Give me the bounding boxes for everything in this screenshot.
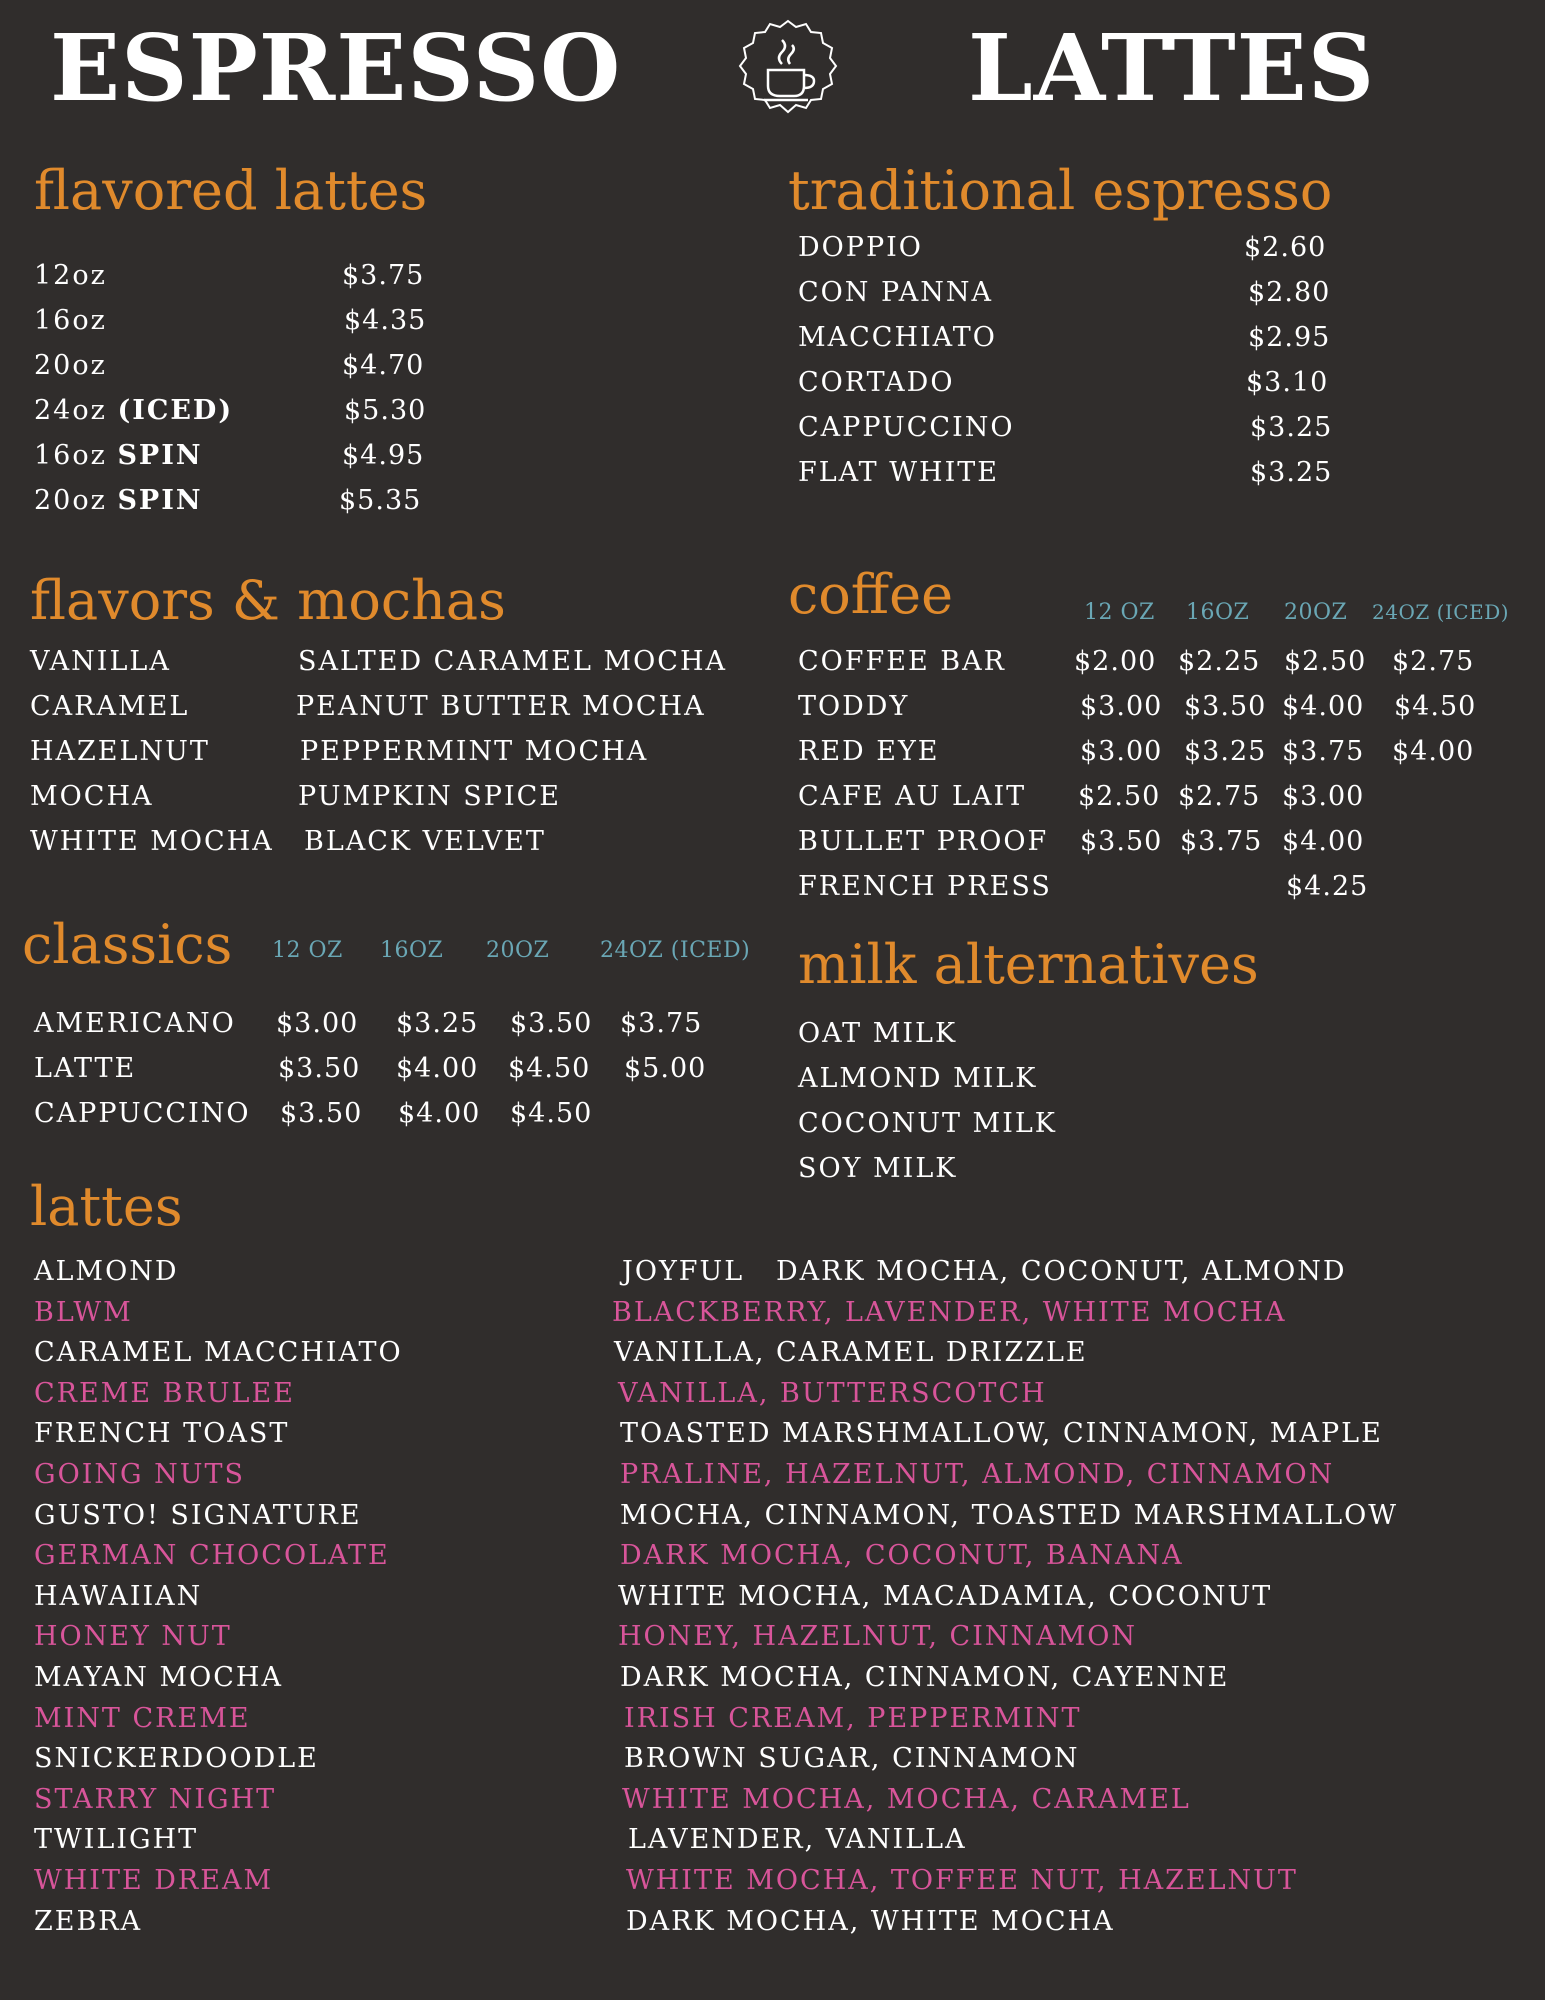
item-name: CAPPUCCINO (34, 1098, 251, 1129)
price-12oz: $3.00 (1080, 691, 1163, 722)
latte-description: DARK MOCHA, COCONUT, BANANA (620, 1540, 1184, 1572)
list-item (34, 352, 454, 386)
size-label (34, 442, 203, 469)
size-label (34, 352, 107, 379)
item-name: LATTE (34, 1053, 137, 1084)
column-header-20oz: 20OZ (486, 938, 550, 963)
table-row (798, 828, 1538, 862)
latte-name: ALMOND (34, 1256, 179, 1287)
section-title-flavored-lattes: flavored lattes (34, 159, 428, 222)
item-name: CAFE AU LAIT (798, 781, 1027, 812)
latte-description: WHITE MOCHA, TOFFEE NUT, HAZELNUT (626, 1865, 1298, 1896)
price-20oz: $4.00 (1282, 826, 1365, 857)
section-title-coffee: coffee (788, 563, 954, 626)
latte-name: GERMAN CHOCOLATE (34, 1540, 390, 1572)
price-16oz: $3.75 (1180, 826, 1263, 857)
column-header-12oz: 12 OZ (272, 938, 343, 963)
price-12oz: $3.00 (276, 1008, 359, 1039)
price: $5.30 (344, 395, 427, 426)
price-16oz: $2.25 (1178, 646, 1261, 677)
latte-name: CARAMEL MACCHIATO (34, 1337, 403, 1369)
price-16oz: $3.25 (396, 1008, 479, 1039)
list-item (798, 1155, 1198, 1189)
price-12oz: $2.50 (1078, 781, 1161, 812)
flavor-name: PUMPKIN SPICE (298, 781, 562, 812)
table-row (798, 648, 1538, 682)
price: $3.25 (1250, 412, 1333, 443)
latte-name: TWILIGHT (34, 1824, 199, 1856)
price-24oz: $3.75 (620, 1008, 703, 1039)
price-20oz: $4.50 (508, 1053, 591, 1084)
column-header-16oz: 16OZ (380, 938, 444, 963)
price-12oz: $2.00 (1074, 646, 1157, 677)
latte-description: WHITE MOCHA, MOCHA, CARAMEL (622, 1783, 1191, 1815)
size-text: 24oz (34, 395, 107, 426)
milk-name: COCONUT MILK (798, 1108, 1057, 1139)
list-item (34, 1420, 1514, 1454)
item-name: BULLET PROOF (798, 826, 1049, 857)
latte-description: BLACKBERRY, LAVENDER, WHITE MOCHA (612, 1296, 1287, 1328)
flavor-name: HAZELNUT (30, 736, 210, 767)
latte-description: VANILLA, CARAMEL DRIZZLE (614, 1337, 1088, 1369)
price-16oz: $3.50 (1184, 691, 1267, 722)
item-name: COFFEE BAR (798, 646, 1006, 677)
column-header-12oz: 12 OZ (1084, 600, 1155, 625)
item-name: DOPPIO (798, 232, 923, 263)
latte-name: GOING NUTS (34, 1459, 246, 1490)
lattes-list (34, 1258, 1514, 1948)
coffee-cup-icon (736, 18, 840, 122)
list-item (34, 1783, 1514, 1820)
price: $5.35 (339, 485, 422, 516)
latte-name: FRENCH TOAST (34, 1418, 290, 1450)
latte-description: DARK MOCHA, CINNAMON, CAYENNE (620, 1662, 1230, 1693)
latte-description: PRALINE, HAZELNUT, ALMOND, CINNAMON (620, 1459, 1335, 1490)
price: $4.70 (342, 350, 425, 381)
list-item (34, 1377, 1514, 1414)
latte-name: HONEY NUT (34, 1621, 232, 1653)
list-item (34, 1499, 1514, 1536)
price: $3.75 (342, 260, 425, 291)
list-item (34, 487, 454, 521)
price: $3.10 (1246, 367, 1329, 398)
item-name: FLAT WHITE (798, 457, 999, 488)
size-label (34, 487, 203, 514)
price: $4.35 (344, 305, 427, 336)
flavored-lattes-list (34, 262, 454, 522)
list-item (34, 1461, 1514, 1495)
list-item (34, 1339, 1514, 1373)
price: $2.60 (1244, 232, 1327, 263)
size-text: 20oz (34, 350, 107, 381)
item-name: AMERICANO (34, 1008, 236, 1039)
section-title-lattes: lattes (30, 1175, 183, 1238)
list-item (798, 1020, 1198, 1054)
latte-name: WHITE DREAM (34, 1865, 274, 1896)
size-modifier: SPIN (117, 485, 203, 516)
latte-description: IRISH CREAM, PEPPERMINT (624, 1702, 1082, 1734)
price-16oz: $4.00 (396, 1053, 479, 1084)
price: $2.80 (1248, 277, 1331, 308)
list-item (798, 414, 1358, 448)
price-12oz: $3.50 (280, 1098, 363, 1129)
latte-name: MINT CREME (34, 1702, 251, 1734)
price-16oz: $3.25 (1184, 736, 1267, 767)
column-header-20oz: 20OZ (1284, 600, 1348, 625)
latte-description: VANILLA, BUTTERSCOTCH (618, 1377, 1047, 1409)
title-espresso: ESPRESSO (50, 14, 622, 122)
list-item (798, 1110, 1198, 1144)
size-label (34, 262, 107, 289)
size-text: 16oz (34, 305, 107, 336)
flavor-name: VANILLA (30, 646, 171, 677)
price-20oz: $3.75 (1282, 736, 1365, 767)
price: $4.95 (342, 440, 425, 471)
list-item (30, 828, 750, 862)
size-text: 20oz (34, 485, 107, 516)
list-item (34, 1702, 1514, 1739)
table-row (34, 1010, 754, 1044)
size-text: 12oz (34, 260, 107, 291)
list-item (34, 1867, 1514, 1901)
price: $2.95 (1248, 322, 1331, 353)
latte-description: WHITE MOCHA, MACADAMIA, COCONUT (618, 1580, 1273, 1612)
list-item (34, 1258, 1514, 1292)
latte-name: MAYAN MOCHA (34, 1662, 283, 1693)
item-name: TODDY (798, 691, 910, 722)
flavor-name: CARAMEL (30, 691, 190, 722)
latte-name: GUSTO! SIGNATURE (34, 1499, 362, 1531)
list-item (34, 1296, 1514, 1333)
list-item (34, 397, 454, 431)
latte-description: MOCHA, CINNAMON, TOASTED MARSHMALLOW (620, 1499, 1399, 1531)
price-20oz: $3.00 (1282, 781, 1365, 812)
item-name: MACCHIATO (798, 322, 997, 353)
section-title-milk-alternatives: milk alternatives (798, 933, 1259, 996)
price-12oz: $3.50 (1080, 826, 1163, 857)
list-item (798, 369, 1358, 403)
flavor-name: PEPPERMINT MOCHA (300, 736, 649, 767)
latte-description: JOYFUL DARK MOCHA, COCONUT, ALMOND (622, 1256, 1347, 1287)
price-20oz: $3.50 (510, 1008, 593, 1039)
flavor-name: SALTED CARAMEL MOCHA (298, 646, 728, 677)
column-header-24oz-iced: 24OZ (ICED) (1372, 600, 1510, 624)
table-row (34, 1100, 754, 1134)
list-item (30, 738, 750, 772)
price-16oz: $2.75 (1178, 781, 1261, 812)
item-name: FRENCH PRESS (798, 871, 1052, 902)
size-label (34, 397, 233, 424)
price-24oz: $2.75 (1392, 646, 1475, 677)
list-item (34, 1664, 1514, 1698)
flavor-name: WHITE MOCHA (30, 826, 274, 857)
list-item (798, 324, 1358, 358)
latte-description: DARK MOCHA, WHITE MOCHA (626, 1905, 1115, 1937)
list-item (34, 442, 454, 476)
list-item (34, 1745, 1514, 1779)
price-24oz: $4.50 (1394, 691, 1477, 722)
list-item (34, 262, 454, 296)
table-row (34, 1055, 754, 1089)
table-row (798, 783, 1538, 817)
table-row (798, 873, 1538, 907)
flavors-mochas-list (30, 648, 750, 868)
list-item (34, 1580, 1514, 1617)
latte-name: ZEBRA (34, 1905, 143, 1937)
size-modifier: (ICED) (117, 395, 234, 426)
latte-name: CREME BRULEE (34, 1377, 295, 1409)
milk-name: OAT MILK (798, 1018, 958, 1049)
price-24oz: $4.00 (1392, 736, 1475, 767)
price-20oz: $4.50 (510, 1098, 593, 1129)
price-20oz: $2.50 (1284, 646, 1367, 677)
list-item (34, 1905, 1514, 1942)
price-12oz: $3.00 (1080, 736, 1163, 767)
latte-description: BROWN SUGAR, CINNAMON (624, 1743, 1080, 1775)
list-item (30, 693, 750, 727)
flavor-name: PEANUT BUTTER MOCHA (296, 691, 706, 722)
classics-price-table (34, 1010, 754, 1140)
table-row (798, 693, 1538, 727)
milk-name: ALMOND MILK (798, 1063, 1038, 1094)
latte-description: TOASTED MARSHMALLOW, CINNAMON, MAPLE (620, 1418, 1383, 1450)
column-header-16oz: 16OZ (1186, 600, 1250, 625)
item-name: CORTADO (798, 367, 955, 398)
size-modifier: SPIN (117, 440, 203, 471)
item-name: RED EYE (798, 736, 940, 767)
flavor-name: MOCHA (30, 781, 154, 812)
coffee-price-table (798, 648, 1538, 908)
list-item (30, 783, 750, 817)
price: $3.25 (1250, 457, 1333, 488)
latte-description: LAVENDER, VANILLA (628, 1824, 967, 1856)
price-12oz: $3.50 (278, 1053, 361, 1084)
column-header-24oz-iced: 24OZ (ICED) (600, 938, 751, 963)
traditional-espresso-list (798, 234, 1358, 494)
price-16oz: $4.00 (398, 1098, 481, 1129)
list-item (798, 234, 1358, 268)
list-item (34, 1826, 1514, 1860)
list-item (798, 459, 1358, 493)
list-item (798, 1065, 1198, 1099)
price-20oz: $4.25 (1286, 871, 1369, 902)
section-title-traditional-espresso: traditional espresso (788, 159, 1333, 222)
latte-name: STARRY NIGHT (34, 1783, 277, 1815)
section-title-classics: classics (22, 913, 233, 976)
price-20oz: $4.00 (1282, 691, 1365, 722)
latte-name: BLWM (34, 1296, 133, 1328)
price-24oz: $5.00 (624, 1053, 707, 1084)
list-item (34, 1542, 1514, 1576)
list-item (34, 1623, 1514, 1657)
size-text: 16oz (34, 440, 107, 471)
item-name: CAPPUCCINO (798, 412, 1015, 443)
item-name: CON PANNA (798, 277, 993, 308)
latte-name: SNICKERDOODLE (34, 1743, 319, 1775)
flavor-name: BLACK VELVET (304, 826, 546, 857)
milk-alternatives-list (798, 1020, 1198, 1200)
latte-name: HAWAIIAN (34, 1580, 203, 1612)
section-title-flavors-mochas: flavors & mochas (30, 569, 506, 632)
list-item (30, 648, 750, 682)
list-item (798, 279, 1358, 313)
milk-name: SOY MILK (798, 1153, 958, 1184)
table-row (798, 738, 1538, 772)
size-label (34, 307, 107, 334)
list-item (34, 307, 454, 341)
latte-description: HONEY, HAZELNUT, CINNAMON (618, 1621, 1138, 1653)
title-lattes: LATTES (968, 14, 1376, 122)
